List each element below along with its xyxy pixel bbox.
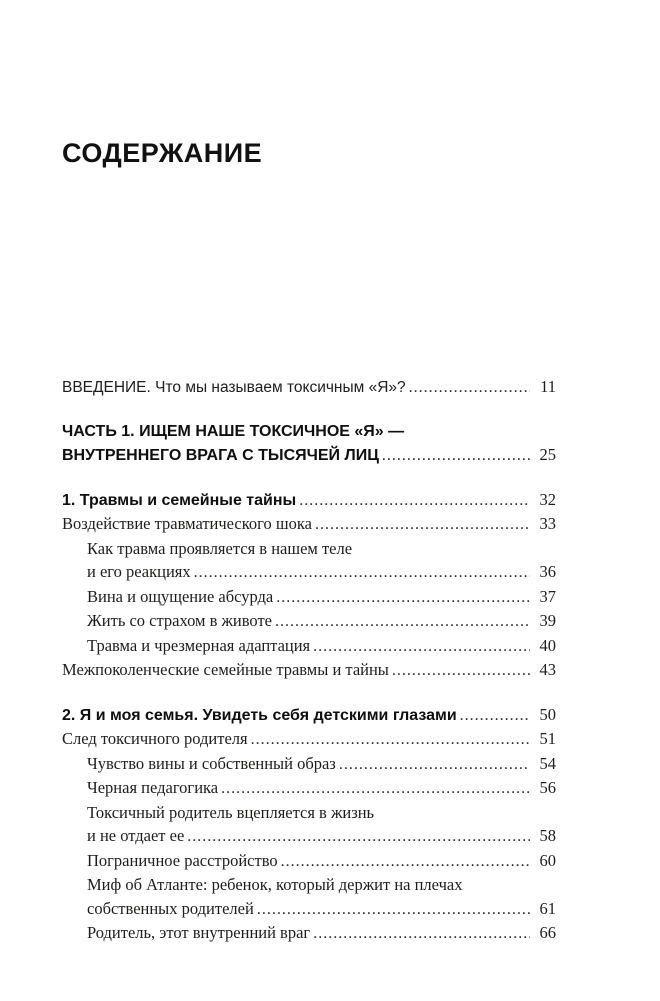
toc-entry-page: 32 (539, 489, 556, 509)
toc-entry (62, 560, 556, 585)
toc-entry-page: 43 (539, 660, 556, 679)
dots-leader (313, 634, 530, 659)
dots-leader (187, 824, 530, 849)
dots-leader (313, 921, 530, 946)
dots-leader (460, 703, 530, 728)
toc-entry-page: 66 (539, 923, 556, 942)
dots-leader (276, 585, 530, 610)
toc-entry-label: Жить со страхом в животе (87, 611, 272, 630)
toc-entry-page: 37 (539, 586, 556, 606)
toc-entry (62, 609, 556, 634)
toc-entry-page: 40 (539, 635, 556, 655)
toc-entry-label: Воздействие травматического шока (62, 514, 312, 533)
toc-entry-label: Пограничное расстройство (87, 850, 278, 870)
toc-entry (62, 921, 556, 946)
toc-entry-page: 60 (539, 850, 556, 870)
toc-entry (62, 752, 556, 777)
dots-leader (251, 727, 530, 752)
toc-entry-page: 50 (539, 704, 556, 724)
toc-entry-label: ЧАСТЬ 1. ИЩЕМ НАШЕ ТОКСИЧНОЕ «Я» — (62, 422, 405, 440)
toc-entry (62, 420, 556, 444)
toc-entry (62, 585, 556, 610)
toc-entry-page: 51 (539, 729, 556, 748)
toc-entry-page: 61 (539, 898, 556, 918)
dots-leader (392, 658, 530, 683)
toc-entry-label: собственных родителей (87, 898, 254, 918)
dots-leader (194, 560, 530, 585)
toc-entry (62, 776, 556, 801)
dots-leader (299, 488, 530, 513)
toc-entry-label: След токсичного родителя (62, 729, 248, 748)
toc-entry-label: Родитель, этот внутренний враг (87, 923, 311, 942)
dots-leader (275, 609, 530, 634)
toc-entry (62, 658, 556, 683)
toc-entry-page: 39 (539, 611, 556, 630)
toc-entry (62, 727, 556, 752)
toc-entry-label: Вина и ощущение абсурда (87, 586, 274, 606)
toc-entry-page: 36 (539, 562, 556, 581)
dots-leader (409, 375, 530, 400)
dots-leader (257, 897, 530, 922)
toc-entry-label: Черная педагогика (87, 778, 219, 797)
dots-leader (281, 849, 530, 874)
toc-entry-label: Как травма проявляется в нашем теле (87, 538, 353, 558)
toc-entry-label: 1. Травмы и семейные тайны (62, 491, 297, 509)
toc-entry-label: Миф об Атланте: ребенок, который держит на плечах (87, 875, 463, 894)
toc-entry-page: 54 (539, 753, 556, 773)
toc-entry-label: Межпоколенческие семейные травмы и тайны (62, 660, 389, 679)
toc-entry (62, 801, 556, 825)
toc-entry-page: 33 (539, 514, 556, 533)
toc-entry (62, 512, 556, 537)
toc-entry-page: 56 (539, 778, 556, 797)
toc-entry-label: Токсичный родитель вцепляется в жизнь (87, 802, 375, 822)
dots-leader (315, 512, 530, 537)
toc-entry-label: ВНУТРЕННЕГО ВРАГА С ТЫСЯЧЕЙ ЛИЦ (62, 447, 379, 464)
table-of-contents (62, 375, 556, 946)
toc-entry (62, 703, 556, 728)
toc-entry (62, 375, 556, 400)
dots-leader (221, 776, 530, 801)
toc-entry (62, 537, 556, 561)
dots-leader (382, 443, 530, 468)
toc-entry-label: 2. Я и моя семья. Увидеть себя детскими глазами (62, 706, 457, 724)
toc-entry-label: Чувство вины и собственный образ (87, 753, 336, 773)
toc-entry (62, 443, 556, 468)
dots-leader (339, 752, 530, 777)
toc-entry (62, 824, 556, 849)
toc-entry-label: и не отдает ее (87, 826, 185, 845)
toc-entry-page: 25 (539, 445, 556, 464)
toc-entry (62, 897, 556, 922)
toc-entry (62, 488, 556, 513)
toc-entry-page: 11 (540, 377, 556, 396)
toc-entry (62, 849, 556, 874)
toc-entry-page: 58 (539, 826, 556, 845)
toc-entry (62, 634, 556, 659)
toc-entry-label: и его реакциях (87, 562, 191, 581)
page-title: СОДЕРЖАНИЕ (62, 138, 263, 168)
toc-entry-label: Травма и чрезмерная адаптация (87, 635, 311, 655)
toc-entry-label: ВВЕДЕНИЕ. Что мы называем токсичным «Я»? (62, 379, 406, 396)
toc-entry (62, 873, 556, 897)
